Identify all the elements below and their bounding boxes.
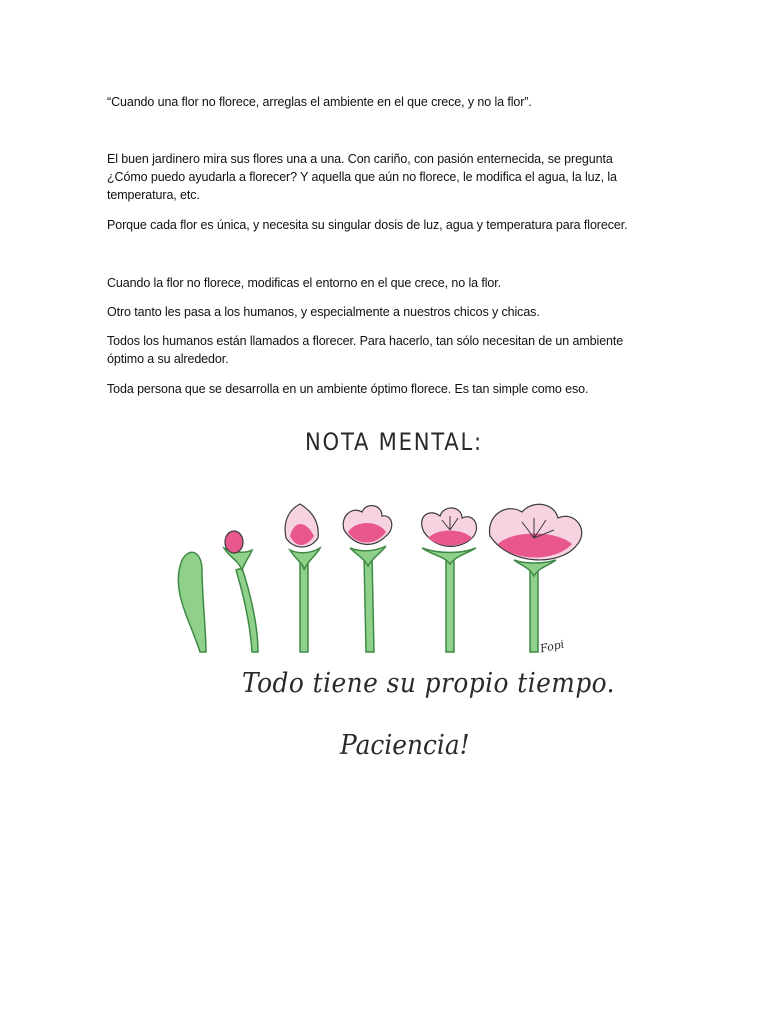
artist-signature: Fopi: [538, 637, 566, 656]
humans-paragraph: Otro tanto les pasa a los humanos, y especialmente a nuestros chicos y chicas.: [107, 305, 540, 319]
full-bloom-flower-icon: [489, 504, 581, 652]
bloom-paragraph: Todos los humanos están llamados a florecer. Para hacerlo, tan sólo necesitan de un ambiente óptimo a su alrededor.: [107, 334, 624, 366]
gardener-paragraph: El buen jardinero mira sus flores una a una. Con cariño, con pasión enternecida, se pregunta ¿Cómo puedo ayudarla a florecer? Y aquella que aún no florece, le modifica el agua, la luz, la temperatura, etc.: [107, 152, 617, 202]
unique-flower-paragraph: Porque cada flor es única, y necesita su singular dosis de luz, agua y temperatura para florecer.: [107, 218, 628, 232]
sprout-flower-icon: [178, 552, 206, 652]
caption-text: Todo tiene su propio tiempo.: [242, 668, 616, 699]
small-bud-flower-icon: [224, 531, 258, 652]
environment-paragraph: Cuando la flor no florece, modificas el entorno en el que crece, no la flor.: [107, 276, 502, 290]
opening-flower-icon: [343, 506, 392, 652]
bud-flower-icon: [285, 504, 320, 652]
quote-paragraph: “Cuando una flor no florece, arreglas el ambiente en el que crece, y no la flor”.: [107, 95, 532, 109]
paciencia-text: Paciencia!: [340, 730, 470, 761]
conclusion-paragraph: Toda persona que se desarrolla en un ambiente óptimo florece. Es tan simple como eso.: [107, 382, 589, 396]
nota-mental-heading: NOTA MENTAL:: [305, 428, 483, 456]
flower-growth-illustration: [160, 420, 600, 770]
open-flower-icon: [422, 508, 477, 652]
